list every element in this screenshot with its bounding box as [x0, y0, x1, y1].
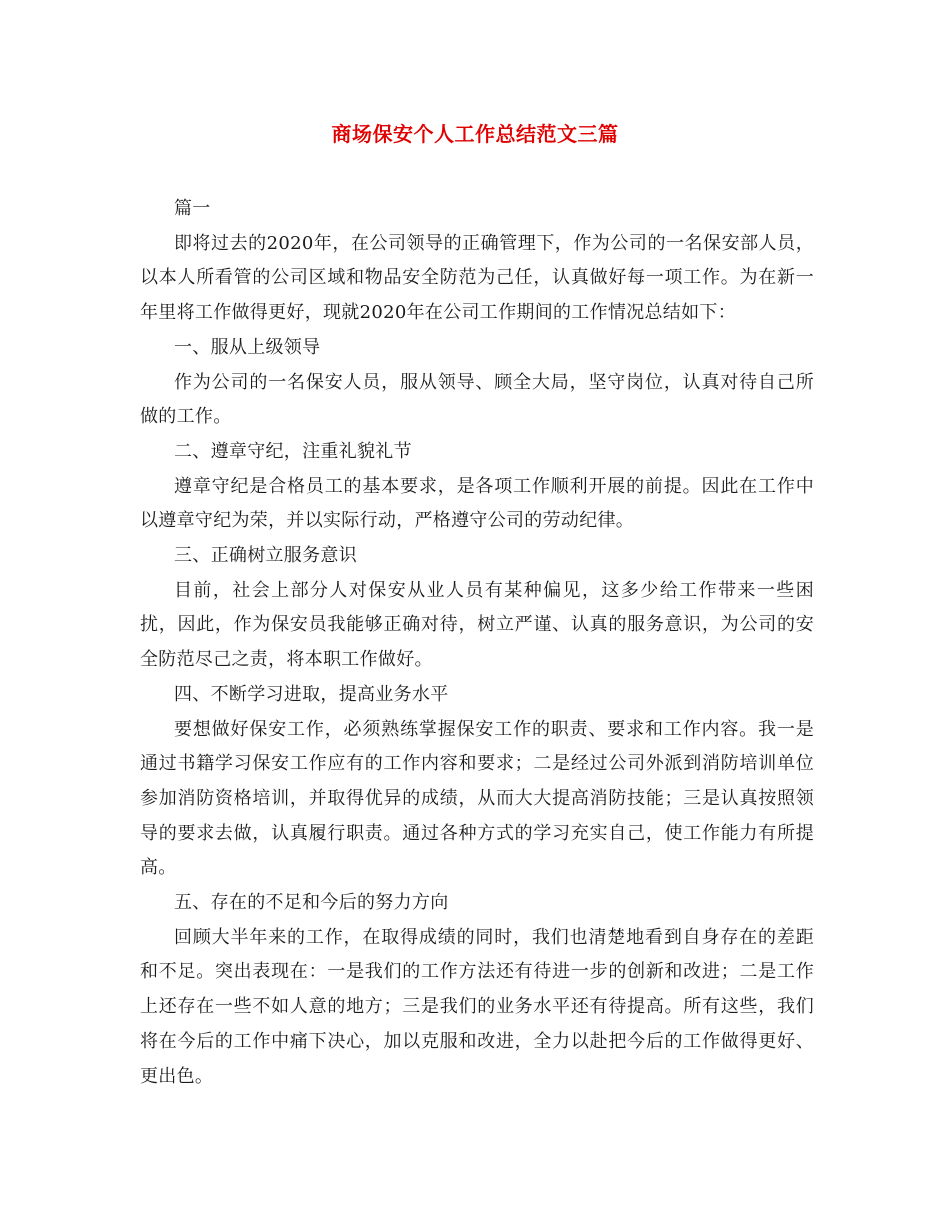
paragraph: 作为公司的一名保安人员，服从领导、顾全大局，坚守岗位，认真对待自己所做的工作。 — [140, 371, 814, 428]
paragraph: 目前，社会上部分人对保安从业人员有某种偏见，这多少给工作带来一些困扰，因此，作为保安员我能够正确对待，树立严谨、认真的服务意识，为公司的安全防范尽己之责，将本职工作做好。 — [140, 579, 814, 671]
paragraph: 即将过去的2020年，在公司领导的正确管理下，作为公司的一名保安部人员，以本人所看管的公司区域和物品安全防范为己任，认真做好每一项工作。为在新一年里将工作做得更好，现就2020年在公司工作期间的工作情况总结如下： — [140, 232, 814, 324]
paragraph: 要想做好保安工作，必须熟练掌握保安工作的职责、要求和工作内容。我一是通过书籍学习保安工作应有的工作内容和要求；二是经过公司外派到消防培训单位参加消防资格培训，并取得优异的成绩，从而大大提高消防技能；三是认真按照领导的要求去做，认真履行职责。通过各种方式的学习充实自己，使工作能力有所提高。 — [140, 718, 814, 879]
paragraph: 遵章守纪是合格员工的基本要求，是各项工作顺利开展的前提。因此在工作中以遵章守纪为荣，并以实际行动，严格遵守公司的劳动纪律。 — [140, 475, 814, 532]
section-label: 篇一 — [174, 198, 211, 219]
section-heading: 二、遵章守纪，注重礼貌礼节 — [174, 440, 412, 462]
paragraph: 回顾大半年来的工作，在取得成绩的同时，我们也清楚地看到自身存在的差距和不足。突出表现在：一是我们的工作方法还有待进一步的创新和改进；二是工作上还存在一些不如人意的地方；三是我们的业务水平还有待提高。所有这些，我们将在今后的工作中痛下决心，加以克服和改进，全力以赴把今后的工作做得更好、更出色。 — [140, 926, 814, 1087]
section-heading: 三、正确树立服务意识 — [174, 545, 357, 567]
document-body — [140, 192, 814, 1094]
document-title: 商场保安个人工作总结范文三篇 — [331, 122, 619, 146]
section-heading: 一、服从上级领导 — [174, 336, 321, 358]
section-heading: 五、存在的不足和今后的努力方向 — [174, 892, 449, 914]
section-heading: 四、不断学习进取，提高业务水平 — [174, 683, 449, 705]
